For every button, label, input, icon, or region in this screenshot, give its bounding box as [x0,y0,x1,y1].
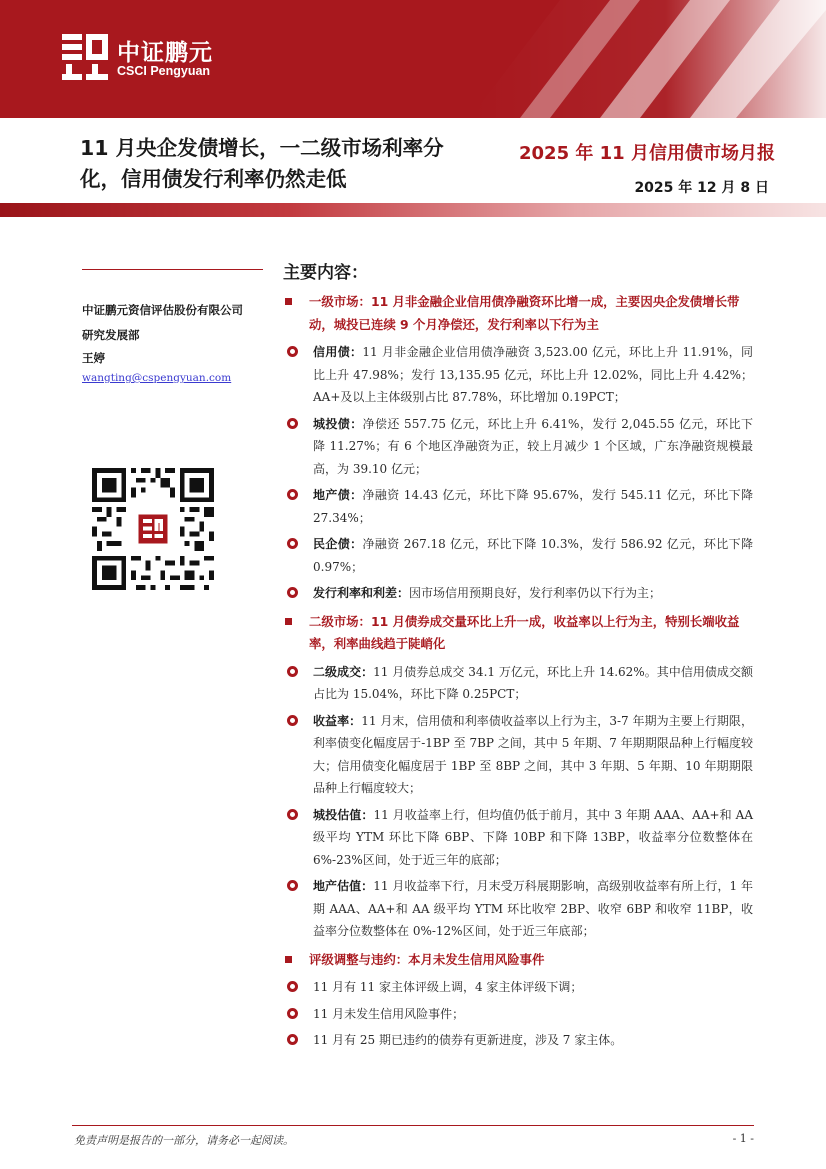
qr-code[interactable] [92,468,214,590]
summary-heading: 主要内容： [283,263,368,283]
bullet-ring-icon [287,489,298,500]
report-series-name: 2025 年 11 月信用债市场月报 [519,143,775,164]
list-item: 地产估值：11 月收益率下行，月末受万科展期影响，高级别收益率有所上行，1 年期 AAA、AA+和 AA 级平均 YTM 环比收窄 2BP、收窄 6BP 和收窄 11BP，收益率分位数整体在 0%-12%区间，处于近三年底部； [283,875,753,943]
section-secondary-market [283,611,753,656]
title-line-1: 11 月央企发债增长，一二级市场利率分 [80,136,444,160]
list-item: 11 月未发生信用风险事件； [283,1003,753,1026]
list-item: 民企债：净融资 267.18 亿元，环比下降 10.3%，发行 586.92 亿元，环比下降 0.97%； [283,533,753,578]
bullet-ring-icon [287,346,298,357]
brand-name-cn: 中证鹏元 [117,40,213,66]
footer-disclaimer: 免责声明是报告的一部分，请务必一起阅读。 [74,1134,294,1147]
bullet-square-icon [285,298,292,305]
left-divider [82,269,263,270]
bullet-ring-icon [287,1008,298,1019]
department: 研究发展部 [82,328,140,342]
bullet-square-icon [285,956,292,963]
company-name: 中证鹏元资信评估股份有限公司 [82,303,243,317]
bullet-ring-icon [287,587,298,598]
bullet-ring-icon [287,880,298,891]
list-item: 信用债：11 月非金融企业信用债净融资 3,523.00 亿元，环比上升 11.91%，同比上升 47.98%；发行 13,135.95 亿元，环比上升 12.02%，同比上升 4.42%；AA+及以上主体级别占比 87.78%，环比增加 0.19PCT； [283,341,753,409]
list-item: 地产债：净融资 14.43 亿元，环比下降 95.67%，发行 545.11 亿元，环比下降 27.34%； [283,484,753,529]
list-item: 城投债：净偿还 557.75 亿元，环比上升 6.41%，发行 2,045.55 亿元，环比下降 11.27%；有 6 个地区净融资为正，较上月减少 1 个区域，广东净融资规模最高，为 39.10 亿元； [283,413,753,481]
page-number: - 1 - [732,1132,754,1145]
analyst-email[interactable]: wangting@cspengyuan.com [82,372,232,384]
bullet-ring-icon [287,809,298,820]
section-heading: 二级市场：11 月债券成交量环比上升一成，收益率以上行为主，特别长端收益率，利率曲线趋于陡峭化 [309,613,740,651]
section-heading: 一级市场：11 月非金融企业信用债净融资环比增一成，主要因央企发债增长带动，城投已连续 9 个月净偿还，发行利率以下行为主 [309,294,740,332]
report-main-title [80,133,500,195]
list-item: 11 月有 25 期已违约的债券有更新进度，涉及 7 家主体。 [283,1029,753,1052]
section-rating-default [283,949,753,972]
list-item: 发行利率和利差：因市场信用预期良好，发行利率仍以下行为主； [283,582,753,605]
list-item: 二级成交：11 月债券总成交 34.1 万亿元，环比上升 14.62%。其中信用债成交额占比为 15.04%，环比下降 0.25PCT； [283,661,753,706]
bullet-ring-icon [287,715,298,726]
bullet-square-icon [285,618,292,625]
list-item: 收益率：11 月末，信用债和利率债收益率以上行为主，3-7 年期为主要上行期限，利率债变化幅度居于-1BP 至 7BP 之间，其中 5 年期、7 年期期限品种上行幅度较大；信用债变化幅度居于 1BP 至 8BP 之间，其中 3 年期、5 年期、10 年期期限品种上行幅度较大； [283,710,753,800]
report-date: 2025 年 12 月 8 日 [634,180,769,196]
list-item: 11 月有 11 家主体评级上调，4 家主体评级下调； [283,976,753,999]
bullet-ring-icon [287,418,298,429]
section-heading: 评级调整与违约：本月未发生信用风险事件 [309,951,545,967]
bullet-ring-icon [287,1034,298,1045]
brand-name-en: CSCI Pengyuan [117,64,211,78]
title-divider [0,203,826,217]
bullet-ring-icon [287,666,298,677]
footer-divider [72,1125,754,1126]
title-line-2: 化，信用债发行利率仍然走低 [80,167,347,191]
list-item: 城投估值：11 月收益率上行，但均值仍低于前月，其中 3 年期 AAA、AA+和 AA 级平均 YTM 环比下降 6BP、下降 10BP 和下降 13BP，收益率分位数整体在 6%-23%区间，处于近三年的底部； [283,804,753,872]
header-banner [0,0,826,118]
summary-content [283,291,753,1055]
analyst-name: 王婷 [82,351,105,365]
bullet-ring-icon [287,981,298,992]
section-primary-market [283,291,753,336]
company-logo [62,34,108,80]
bullet-ring-icon [287,538,298,549]
